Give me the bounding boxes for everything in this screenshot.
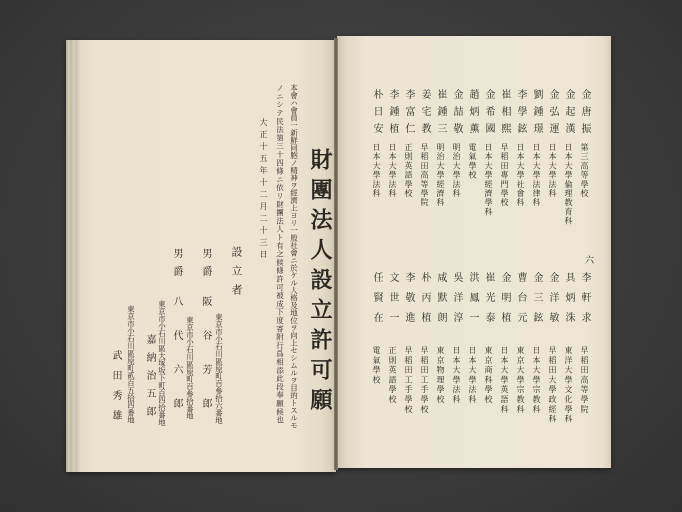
student-name: 崔相熙 xyxy=(499,89,510,140)
student-school: 明治大學法科 xyxy=(452,143,461,199)
student-school: 日本大學倫理教育科 xyxy=(564,143,573,226)
body-text-line: 本會ハ會員一新鮮同胞ノ精神ヲ經濟上ヨリ一般社會ニ於ケル人格及地位ヲ向上セシムルヲ目的トスルモ xyxy=(289,84,299,429)
student-school: 日本大學英語科 xyxy=(500,346,509,415)
student-school: 日本大學法科 xyxy=(468,346,477,405)
page-number: 六 xyxy=(583,255,593,264)
founders-heading: 設立者 xyxy=(230,246,243,303)
student-name: 咸默朗 xyxy=(435,272,446,332)
founder-address: 東京市小石川區原町百參拾六番地 xyxy=(214,313,224,424)
student-school: 東京大學宗教科 xyxy=(516,346,525,415)
student-school: 早稻田高等學院 xyxy=(580,346,589,415)
student-name: 崔鍾三 xyxy=(435,89,446,140)
student-school: 日本大學法科 xyxy=(388,143,397,199)
student-name: 金唐振 xyxy=(579,89,590,140)
student-name: 金希國 xyxy=(483,89,494,140)
student-name: 李軒求 xyxy=(579,272,590,332)
student-school: 早稻田高等學院 xyxy=(420,143,429,208)
student-school: 日本大學法律科 xyxy=(532,143,541,208)
student-school: 早稻田工手學校 xyxy=(420,346,429,415)
student-name: 金弘運 xyxy=(547,89,558,140)
student-name: 金洋敏 xyxy=(547,272,558,332)
student-name: 金喆敬 xyxy=(451,89,462,140)
student-name: 李學鉉 xyxy=(515,89,526,140)
document-title: 財團法人設立許可願 xyxy=(307,148,333,418)
student-school: 東京物理學校 xyxy=(436,346,445,405)
student-name: 李敬進 xyxy=(403,272,414,332)
founder-name: 八代六郎 xyxy=(171,296,182,432)
student-name: 金明植 xyxy=(499,272,510,332)
student-name: 金三鉉 xyxy=(531,272,542,332)
founder-address: 東京市小石川區原町貳百五拾四番地 xyxy=(126,305,136,424)
application-date: 大正十五年十二月二十三日 xyxy=(259,118,268,262)
student-name: 金起漢 xyxy=(563,89,574,140)
student-name: 洪鳳一 xyxy=(467,272,478,332)
student-school: 日本大學經濟學科 xyxy=(484,143,493,217)
student-name: 文世一 xyxy=(387,272,398,332)
founder-name: 嘉納治五郎 xyxy=(144,334,155,424)
student-school: 電氣學校 xyxy=(468,143,477,180)
student-name: 吳洋淳 xyxy=(451,272,462,332)
student-name: 崔光泰 xyxy=(483,272,494,332)
founder-rank: 男爵 xyxy=(200,248,211,284)
student-name: 朴丙植 xyxy=(419,272,430,332)
student-school: 早稻田專門學校 xyxy=(500,143,509,208)
student-name: 姜宅教 xyxy=(419,89,430,140)
student-school: 早稻田工手學校 xyxy=(404,346,413,415)
student-school: 東洋大學文化學科 xyxy=(564,346,573,425)
student-school: 日本大學社會科 xyxy=(516,143,525,208)
student-name: 李鍾植 xyxy=(387,89,398,140)
student-name: 李富仁 xyxy=(403,89,414,140)
student-name: 具炳洙 xyxy=(563,272,574,332)
student-school: 明治大學經濟科 xyxy=(436,143,445,208)
student-name: 劉鍾璟 xyxy=(531,89,542,140)
student-school: 第三高等學校 xyxy=(580,143,589,199)
founder-rank: 男爵 xyxy=(171,248,182,284)
student-school: 正則英語學校 xyxy=(404,143,413,199)
body-text-line: ノニシテ民法第三十四條ニ依リ財團法人ト有之候條許可被成下度寄附行爲相添此段奉願候也 xyxy=(275,84,285,425)
founder-name: 武田秀雄 xyxy=(110,350,121,430)
student-school: 日本大學法科 xyxy=(452,346,461,405)
student-school: 早稻田大學政經科 xyxy=(548,346,557,425)
student-school: 日本大學宗教科 xyxy=(532,346,541,415)
student-name: 任賢在 xyxy=(371,272,382,332)
student-school: 電氣學校 xyxy=(372,346,381,386)
founder-name: 阪谷芳郎 xyxy=(200,296,211,432)
student-school: 日本大學法科 xyxy=(548,143,557,199)
student-name: 趙炳薫 xyxy=(467,89,478,140)
founder-address: 東京市小石川區大塚坂下町百四拾番地 xyxy=(157,300,167,426)
student-name: 朴日安 xyxy=(371,89,382,140)
student-school: 日本大學法科 xyxy=(372,143,381,199)
founder-address: 東京市小石川區原町百參拾番地 xyxy=(185,316,195,420)
student-school: 正則英語學校 xyxy=(388,346,397,405)
student-school: 東京商科學校 xyxy=(484,346,493,405)
student-name: 曹台元 xyxy=(515,272,526,332)
